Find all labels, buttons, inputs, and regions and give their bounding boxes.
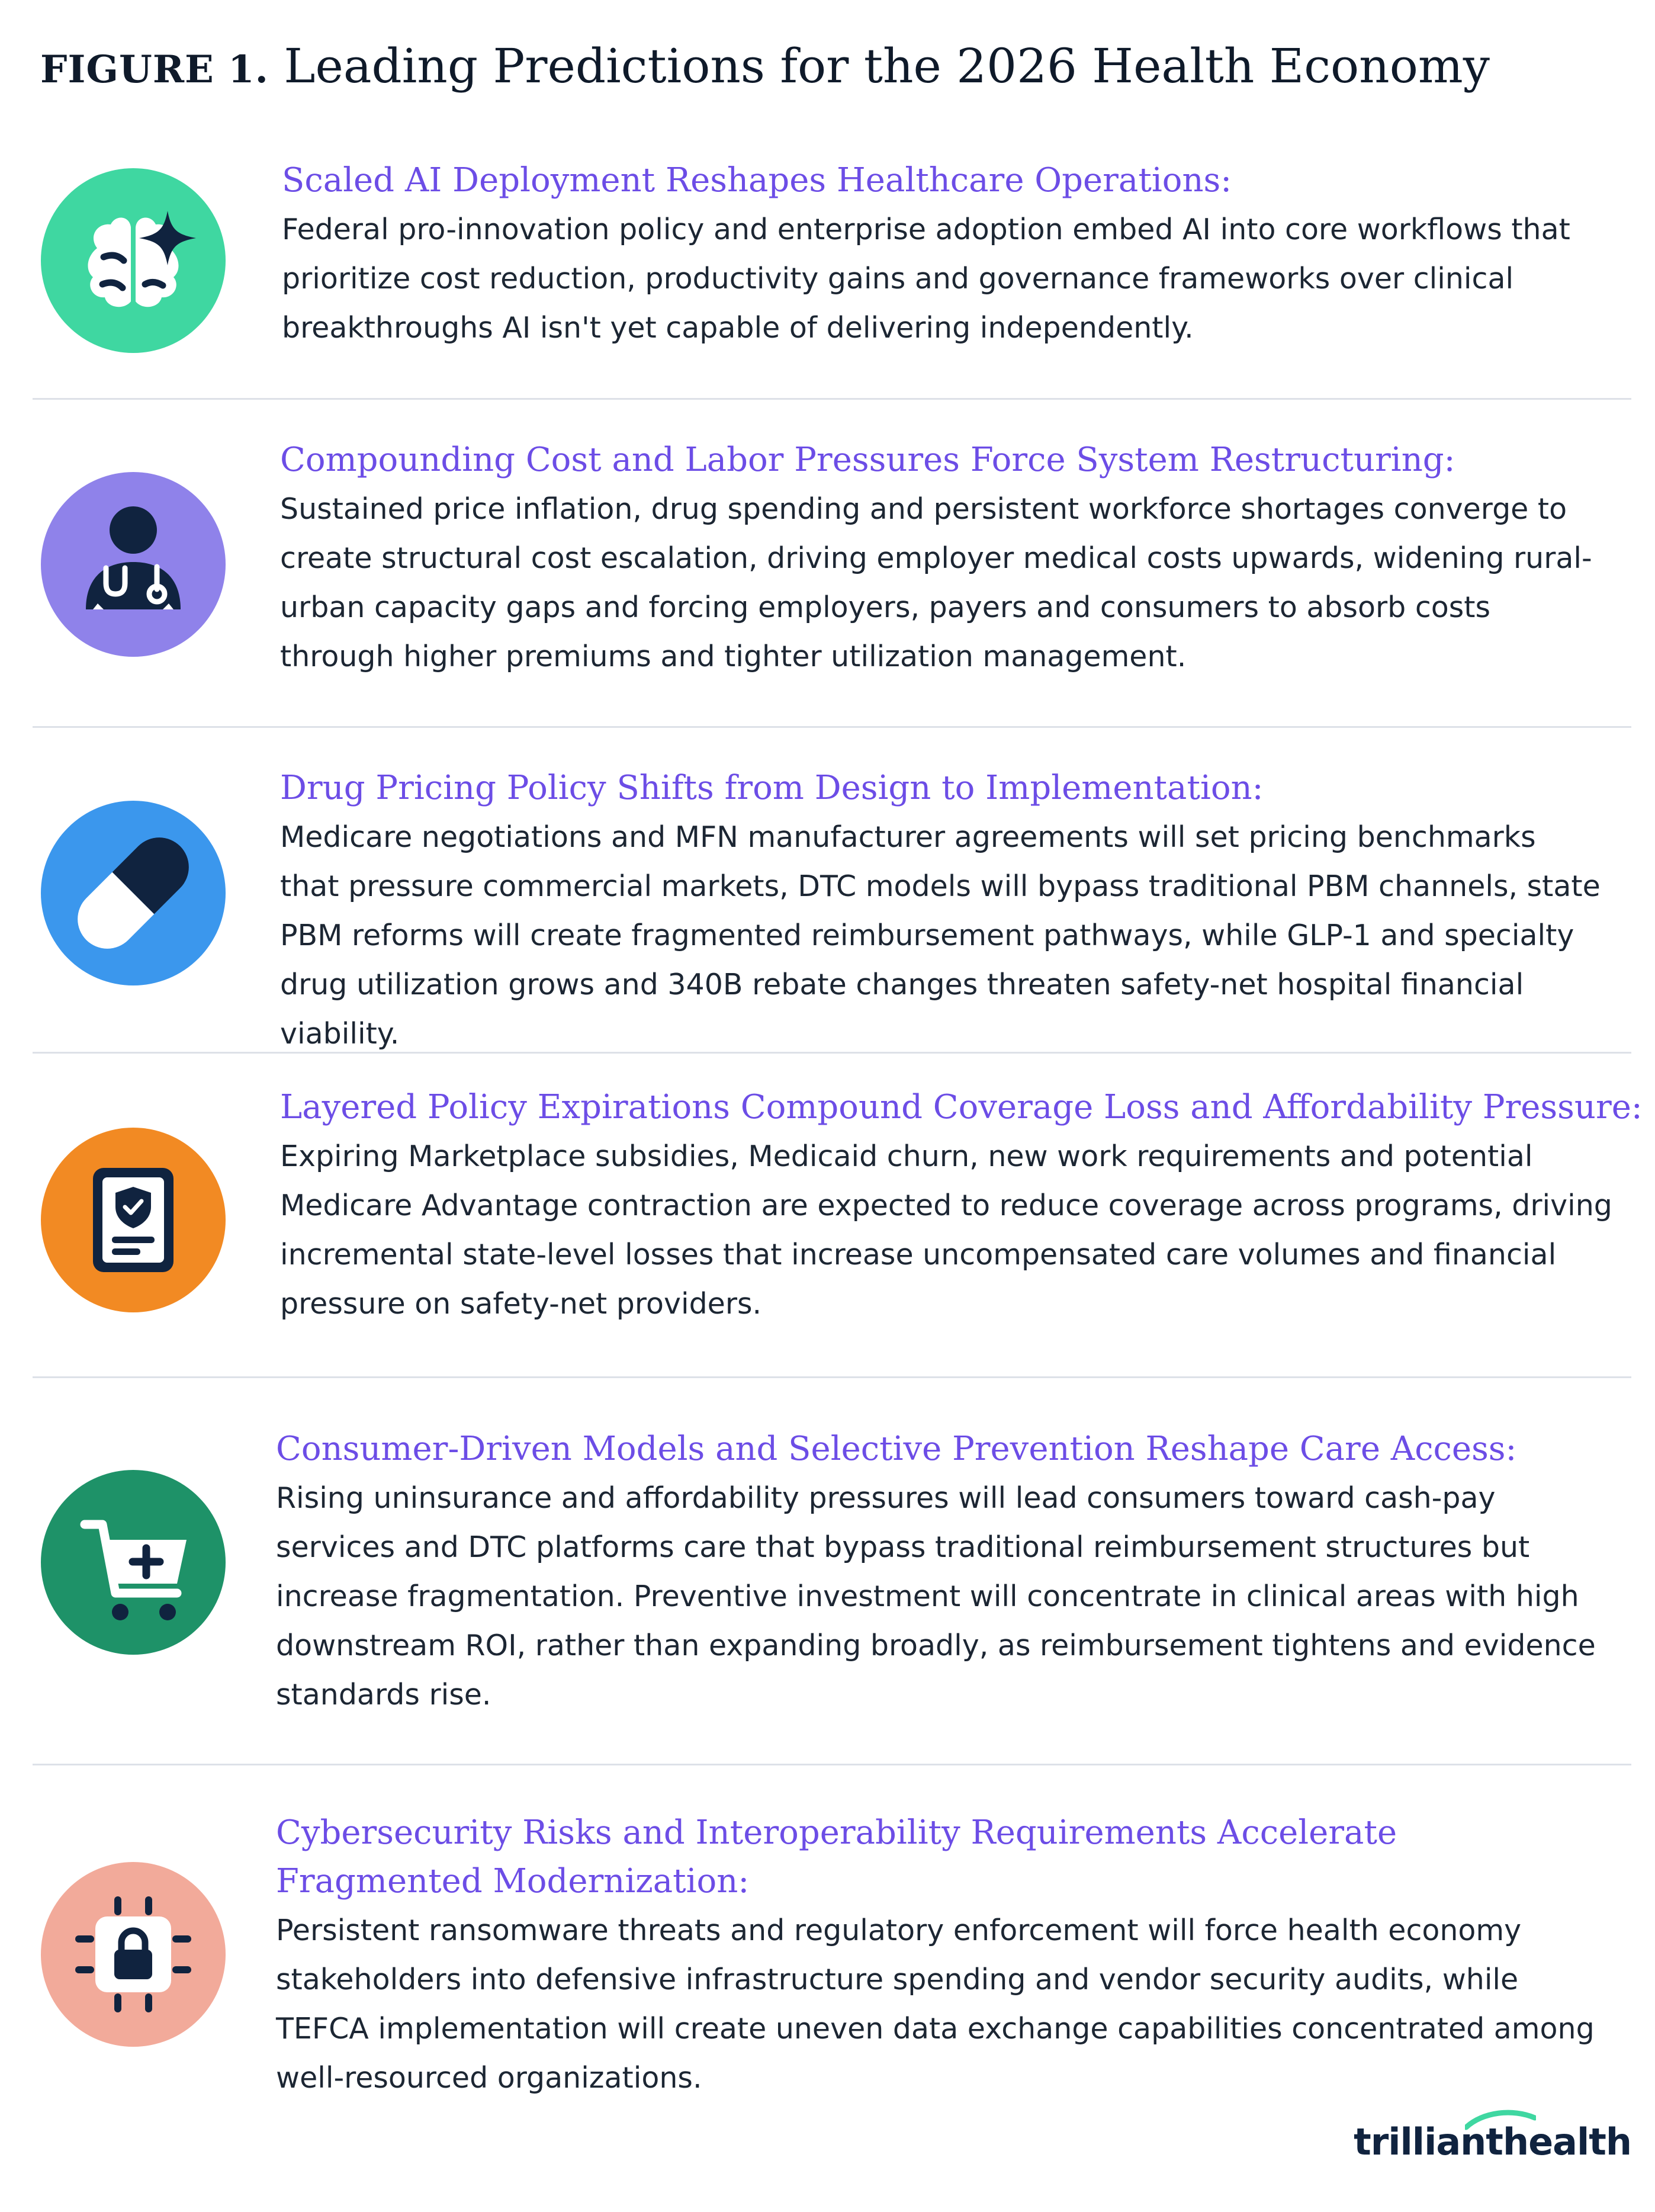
prediction-heading: Consumer-Driven Models and Selective Prevention Reshape Care Access: [276, 1430, 1517, 1468]
prediction-heading: Drug Pricing Policy Shifts from Design to Implementation: [280, 769, 1264, 807]
figure-title [40, 31, 1490, 105]
figure-label: FIGURE 1. [40, 47, 269, 92]
prediction-body: Expiring Marketplace subsidies, Medicaid churn, new work requirements and potential Medicare Advantage contraction are expected to reduce coverage across programs, driving incremental state-level losses that increase uncompensated care volumes and financial pressure on safety-net providers. [280, 1139, 1612, 1321]
prediction-heading: Scaled AI Deployment Reshapes Healthcare Operations: [282, 161, 1232, 200]
logo-text-health: health [1502, 2120, 1631, 2163]
prediction-body: Persistent ransomware threats and regulatory enforcement will force health economy stakeholders into defensive infrastructure spending and vendor security audits, while TEFCA implementation will create uneven data exchange capabilities concentrated among well-resourced organizations. [276, 1914, 1595, 2095]
doctor-stethoscope-icon [41, 472, 226, 657]
prediction-body: Rising uninsurance and affordability pressures will lead consumers toward cash-pay services and DTC platforms care that bypass traditional reimbursement structures but increase fragmentation. Preventive investment will concentrate in clinical areas with high downstream ROI, rather than expanding broadly, as reimbursement tightens and evidence standards rise. [276, 1481, 1596, 1712]
shopping-cart-plus-icon [41, 1470, 226, 1655]
figure-title-text: Leading Predictions for the 2026 Health Economy [284, 38, 1490, 94]
prediction-heading: Cybersecurity Risks and Interoperability Requirements Accelerate Fragmented Modernization: [276, 1813, 1397, 1900]
logo-swoosh-icon [1465, 2110, 1536, 2133]
prediction-heading: Layered Policy Expirations Compound Coverage Loss and Affordability Pressure: [280, 1088, 1643, 1126]
section-divider [33, 1052, 1631, 1054]
section-divider [33, 398, 1631, 400]
trilliant-health-logo [1354, 2120, 1631, 2163]
prediction-body: Sustained price inflation, drug spending and persistent workforce shortages converge to create structural cost escalation, driving employer medical costs upwards, widening rural-urban capacity gaps and forcing employers, payers and consumers to absorb costs through higher premiums and tighter utilization management. [280, 492, 1592, 673]
insurance-card-shield-icon [41, 1128, 226, 1312]
pill-capsule-icon [41, 801, 226, 985]
section-divider [33, 726, 1631, 728]
chip-lock-icon [41, 1862, 226, 2047]
prediction-body: Federal pro-innovation policy and enterprise adoption embed AI into core workflows that prioritize cost reduction, productivity gains and governance frameworks over clinical breakthroughs AI isn't yet capable of delivering independently. [282, 213, 1570, 345]
brain-sparkle-icon [41, 168, 226, 353]
prediction-heading: Compounding Cost and Labor Pressures Force System Restructuring: [280, 441, 1455, 479]
section-divider [33, 1764, 1631, 1765]
section-divider [33, 1376, 1631, 1378]
logo-text-trilliant: trilliant [1354, 2120, 1503, 2163]
prediction-body: Medicare negotiations and MFN manufacturer agreements will set pricing benchmarks that pressure commercial markets, DTC models will bypass traditional PBM channels, state PBM reforms will create fragmented reimbursement pathways, while GLP-1 and specialty drug utilization grows and 340B rebate changes threaten safety-net hospital financial viability. [280, 820, 1601, 1051]
